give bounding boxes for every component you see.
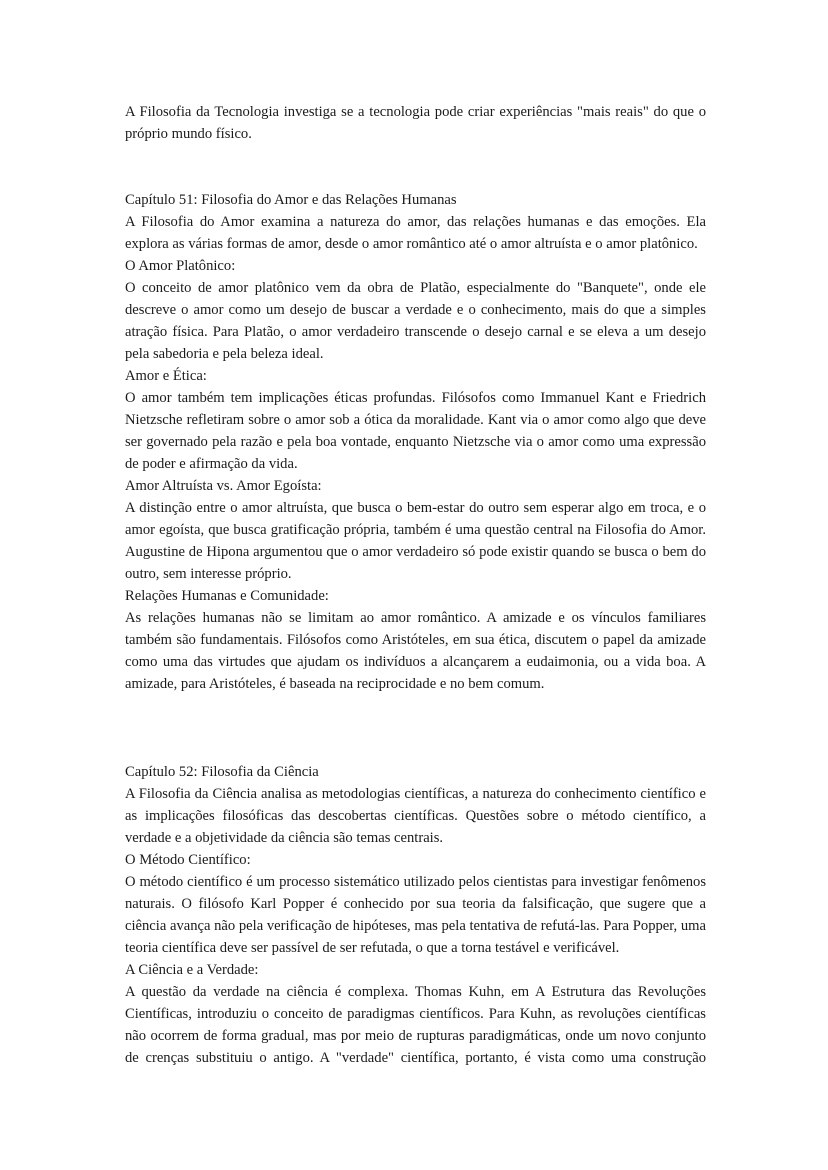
section-paragraph: O método científico é um processo sistemático utilizado pelos cientistas para investigar fenômenos naturais. O filósofo Karl Popper é conhecido por sua teoria da falsificação, que sugere que a ciência avança não pela verificação de hipóteses, mas pela tentativa de refutá-las. Para Popper, uma teoria científica deve ser passível de ser refutada, o que a torna testável e verificável. [125,874,706,956]
section-paragraph: As relações humanas não se limitam ao amor romântico. A amizade e os vínculos familiares também são fundamentais. Filósofos como Aristóteles, em sua ética, discutem o papel da amizade como uma das virtudes que ajudam os indivíduos a alcançarem a eudaimonia, ou a vida boa. A amizade, para Aristóteles, é baseada na reciprocidade e no bem comum. [125,610,706,692]
section-paragraph: A questão da verdade na ciência é complexa. Thomas Kuhn, em A Estrutura das Revoluções Científicas, introduziu o conceito de paradigmas científicos. Para Kuhn, as revoluções científicas não ocorrem de forma gradual, mas por meio de rupturas paradigmáticas, onde um novo conjunto de crenças substituiu o antigo. A "verdade" científica, portanto, é vista como uma construção [125,984,706,1066]
spacer [125,145,706,189]
section-heading: Amor Altruísta vs. Amor Egoísta: [125,478,322,494]
document-page [125,101,706,1069]
section-heading: A Ciência e a Verdade: [125,962,259,978]
section-paragraph: O conceito de amor platônico vem da obra de Platão, especialmente do "Banquete", onde ele descreve o amor como um desejo de buscar a verdade e o conhecimento, mais do que a simples atração física. Para Platão, o amor verdadeiro transcende o desejo carnal e se eleva a um desejo pela sabedoria e pela beleza ideal. [125,280,706,362]
section-heading: Relações Humanas e Comunidade: [125,588,329,604]
spacer [125,695,706,761]
chapter-title: Capítulo 52: Filosofia da Ciência [125,764,319,780]
section-paragraph: A distinção entre o amor altruísta, que busca o bem-estar do outro sem esperar algo em troca, e o amor egoísta, que busca gratificação própria, também é uma questão central na Filosofia do Amor. Augustine de Hipona argumentou que o amor verdadeiro só pode existir quando se busca o bem do outro, sem interesse próprio. [125,500,706,582]
section-heading: O Método Científico: [125,852,251,868]
intro-paragraph: A Filosofia da Tecnologia investiga se a tecnologia pode criar experiências "mais reais" do que o próprio mundo físico. [125,104,706,142]
section-heading: Amor e Ética: [125,368,207,384]
section-heading: O Amor Platônico: [125,258,236,274]
section-paragraph: O amor também tem implicações éticas profundas. Filósofos como Immanuel Kant e Friedrich Nietzsche refletiram sobre o amor sob a ótica da moralidade. Kant via o amor como algo que deve ser governado pela razão e pela boa vontade, enquanto Nietzsche via o amor como uma expressão de poder e afirmação da vida. [125,390,706,472]
chapter-52 [125,761,706,1069]
chapter-title: Capítulo 51: Filosofia do Amor e das Relações Humanas [125,192,457,208]
chapter-51 [125,189,706,695]
chapter-intro: A Filosofia da Ciência analisa as metodologias científicas, a natureza do conhecimento científico e as implicações filosóficas das descobertas científicas. Questões sobre o método científico, a verdade e a objetividade da ciência são temas centrais. [125,786,706,846]
chapter-intro: A Filosofia do Amor examina a natureza do amor, das relações humanas e das emoções. Ela explora as várias formas de amor, desde o amor romântico até o amor altruísta e o amor platônico. [125,214,706,252]
